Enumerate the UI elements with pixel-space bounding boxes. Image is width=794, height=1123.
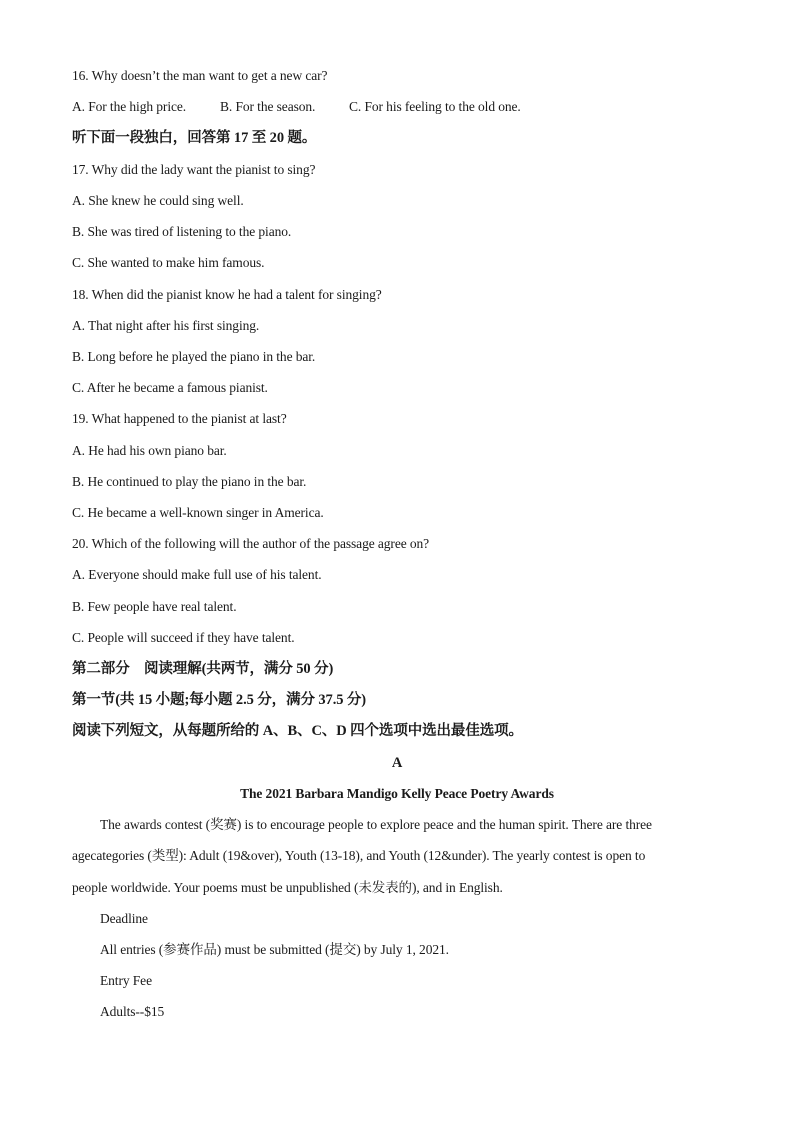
passage-letter: A [391,755,403,771]
q18-option-a: A. That night after his first singing. [72,318,260,333]
q16-option-b: B. For the season. [220,99,316,114]
q19-option-b: B. He continued to play the piano in the bar. [72,474,307,489]
passage-line-2: agecategories (类型): Adult (19&over), Youth (13-18), and Youth (12&under). The yearly contest is open to [72,848,646,863]
deadline-text: All entries (参赛作品) must be submitted (提交) by July 1, 2021. [100,942,449,957]
q17-option-b: B. She was tired of listening to the piano. [72,224,292,239]
part2-heading: 第二部分 阅读理解(共两节，满分 50 分) [72,661,334,677]
reading-instruction: 阅读下列短文，从每题所给的 A、B、C、D 四个选项中选出最佳选项。 [72,723,523,739]
q19-option-a: A. He had his own piano bar. [72,443,227,458]
passage-title: The 2021 Barbara Mandigo Kelly Peace Poetry Awards [240,786,554,801]
passage-line-3: people worldwide. Your poems must be unpublished (未发表的), and in English. [72,880,503,895]
q20-option-b: B. Few people have real talent. [72,599,237,614]
passage-line-1: The awards contest (奖赛) is to encourage people to explore peace and the human spirit. There are three [100,817,652,832]
q16-option-c: C. For his feeling to the old one. [349,99,521,114]
q20-option-c: C. People will succeed if they have talent. [72,630,295,645]
q19-question: 19. What happened to the pianist at last? [72,411,287,426]
section1-heading: 第一节(共 15 小题;每小题 2.5 分，满分 37.5 分) [72,692,367,708]
q20-option-a: A. Everyone should make full use of his talent. [72,567,322,582]
q16-question: 16. Why doesn’t the man want to get a new car? [72,68,328,83]
section-heading-17-20: 听下面一段独白，回答第 17 至 20 题。 [72,130,317,146]
q17-question: 17. Why did the lady want the pianist to sing? [72,162,316,177]
deadline-label: Deadline [100,911,148,926]
q18-option-c: C. After he became a famous pianist. [72,380,268,395]
q17-option-a: A. She knew he could sing well. [72,193,244,208]
entry-fee-adults: Adults--$15 [100,1004,165,1019]
q20-question: 20. Which of the following will the author of the passage agree on? [72,536,430,551]
q16-option-a: A. For the high price. [72,99,187,114]
entry-fee-label: Entry Fee [100,973,152,988]
q16-options [72,98,734,116]
q19-option-c: C. He became a well-known singer in America. [72,505,324,520]
q18-question: 18. When did the pianist know he had a talent for singing? [72,287,382,302]
q18-option-b: B. Long before he played the piano in the bar. [72,349,316,364]
q17-option-c: C. She wanted to make him famous. [72,255,265,270]
